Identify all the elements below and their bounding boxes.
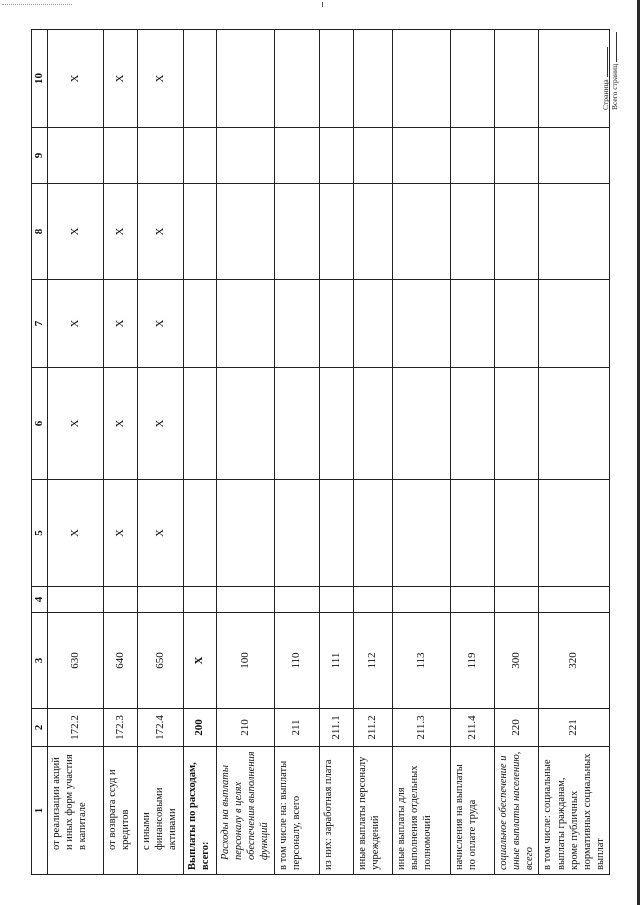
cell-col-6: [539, 368, 610, 480]
row-line-code: 111: [320, 613, 354, 709]
cell-col-6: [217, 368, 275, 480]
cell-col-5: [275, 480, 320, 587]
cell-col-9: [495, 128, 539, 184]
cell-col-10: [539, 30, 610, 128]
cell-col-8: X: [104, 184, 138, 280]
row-name: начисления на выплаты по оплате труда: [451, 747, 495, 875]
cell-col-10: [320, 30, 354, 128]
cell-col-7: X: [138, 280, 184, 368]
cell-col-4: [184, 587, 217, 613]
cell-col-4: [539, 587, 610, 613]
header-col-9: 9: [32, 128, 48, 184]
row-line-code: 110: [275, 613, 320, 709]
cell-col-4: [138, 587, 184, 613]
page-label: Страница: [601, 79, 610, 110]
row-line-code: 119: [451, 613, 495, 709]
cell-col-10: [184, 30, 217, 128]
row-code: 211: [275, 709, 320, 747]
cell-col-7: [275, 280, 320, 368]
cell-col-5: [495, 480, 539, 587]
cell-col-6: X: [104, 368, 138, 480]
table-row: [184, 30, 217, 875]
row-code: 211.3: [393, 709, 451, 747]
header-col-6: 6: [32, 368, 48, 480]
cell-col-6: [354, 368, 393, 480]
cell-col-7: [393, 280, 451, 368]
table-row: [138, 30, 184, 875]
header-col-5: 5: [32, 480, 48, 587]
header-col-8: 8: [32, 184, 48, 280]
cell-col-4: [495, 587, 539, 613]
cell-col-7: [184, 280, 217, 368]
cell-col-4: [320, 587, 354, 613]
row-name: социальное обеспечение и иные выплаты населению, всего: [495, 747, 539, 875]
cell-col-10: X: [138, 30, 184, 128]
cell-col-8: [539, 184, 610, 280]
cell-col-5: [184, 480, 217, 587]
cell-col-4: [354, 587, 393, 613]
scan-artifact-tick: [322, 2, 323, 7]
row-line-code: 112: [354, 613, 393, 709]
row-code: 221: [539, 709, 610, 747]
cell-col-9: [354, 128, 393, 184]
cell-col-5: [539, 480, 610, 587]
cell-col-10: [354, 30, 393, 128]
cell-col-6: [393, 368, 451, 480]
cell-col-9: [138, 128, 184, 184]
row-name: с иными финансовыми активами: [138, 747, 184, 875]
cell-col-8: [275, 184, 320, 280]
cell-col-5: X: [48, 480, 104, 587]
page-number-line: [601, 10, 610, 110]
cell-col-6: X: [138, 368, 184, 480]
cell-col-5: [320, 480, 354, 587]
cell-col-7: [539, 280, 610, 368]
row-name: в том числе на: выплаты персоналу, всего: [275, 747, 320, 875]
cell-col-10: [275, 30, 320, 128]
row-code: 200: [184, 709, 217, 747]
cell-col-8: [451, 184, 495, 280]
total-pages-label: Всего страниц: [610, 63, 619, 110]
cell-col-7: X: [48, 280, 104, 368]
table-row: [393, 30, 451, 875]
row-line-code: 100: [217, 613, 275, 709]
row-name: Выплаты по расходам, всего:: [184, 747, 217, 875]
table-row: [495, 30, 539, 875]
cell-col-8: [320, 184, 354, 280]
row-code: 172.2: [48, 709, 104, 747]
cell-col-7: [495, 280, 539, 368]
cell-col-8: X: [48, 184, 104, 280]
table-row: [451, 30, 495, 875]
cell-col-4: [104, 587, 138, 613]
row-line-code: 320: [539, 613, 610, 709]
row-code: 211.2: [354, 709, 393, 747]
cell-col-10: [393, 30, 451, 128]
row-line-code: 630: [48, 613, 104, 709]
cell-col-5: [393, 480, 451, 587]
header-col-10: 10: [32, 30, 48, 128]
cell-col-7: [451, 280, 495, 368]
header-col-2: 2: [32, 709, 48, 747]
cell-col-8: [393, 184, 451, 280]
cell-col-9: [320, 128, 354, 184]
cell-col-4: [275, 587, 320, 613]
cell-col-4: [451, 587, 495, 613]
cell-col-9: [275, 128, 320, 184]
cell-col-8: [495, 184, 539, 280]
cell-col-6: [320, 368, 354, 480]
cell-col-9: [48, 128, 104, 184]
row-name: иные выплаты для выполнения отдельных полномочий: [393, 747, 451, 875]
cell-col-6: [495, 368, 539, 480]
row-line-code: 113: [393, 613, 451, 709]
row-name: от реализации акций и иных форм участия в капитале: [48, 747, 104, 875]
financial-table: [31, 29, 610, 875]
cell-col-6: X: [48, 368, 104, 480]
cell-col-7: [354, 280, 393, 368]
header-col-3: 3: [32, 613, 48, 709]
table-row: [354, 30, 393, 875]
header-row: [32, 30, 48, 875]
cell-col-8: [217, 184, 275, 280]
table-row: [275, 30, 320, 875]
cell-col-9: [184, 128, 217, 184]
row-code: 172.4: [138, 709, 184, 747]
header-col-7: 7: [32, 280, 48, 368]
row-line-code: 300: [495, 613, 539, 709]
scan-artifact-top: [2, 4, 72, 8]
table-row: [217, 30, 275, 875]
table-row: [48, 30, 104, 875]
row-code: 172.3: [104, 709, 138, 747]
cell-col-7: [217, 280, 275, 368]
header-col-1: 1: [32, 747, 48, 875]
cell-col-6: [184, 368, 217, 480]
row-name: иные выплаты персоналу учреждений: [354, 747, 393, 875]
cell-col-6: [451, 368, 495, 480]
row-name: из них: заработная плата: [320, 747, 354, 875]
row-code: 211.1: [320, 709, 354, 747]
header-col-4: 4: [32, 587, 48, 613]
cell-col-10: X: [104, 30, 138, 128]
row-line-code: X: [184, 613, 217, 709]
cell-col-4: [393, 587, 451, 613]
cell-col-7: [320, 280, 354, 368]
table-row: [320, 30, 354, 875]
row-name: от возврата ссуд и кредитов: [104, 747, 138, 875]
row-line-code: 640: [104, 613, 138, 709]
cell-col-10: [217, 30, 275, 128]
cell-col-10: [451, 30, 495, 128]
page-footer: [601, 10, 617, 110]
row-name: Расходы на выплаты персоналу в целях обеспечения выполнения функций: [217, 747, 275, 875]
cell-col-8: X: [138, 184, 184, 280]
cell-col-10: X: [48, 30, 104, 128]
cell-col-9: [539, 128, 610, 184]
cell-col-8: [354, 184, 393, 280]
row-code: 211.4: [451, 709, 495, 747]
table-row: [104, 30, 138, 875]
cell-col-7: X: [104, 280, 138, 368]
row-line-code: 650: [138, 613, 184, 709]
row-name: в том числе: социальные выплаты гражданам, кроме публичных нормативных социальных выплат: [539, 747, 610, 875]
cell-col-4: [48, 587, 104, 613]
cell-col-5: X: [104, 480, 138, 587]
cell-col-4: [217, 587, 275, 613]
total-pages-line: [610, 10, 619, 110]
cell-col-9: [393, 128, 451, 184]
cell-col-9: [104, 128, 138, 184]
cell-col-5: [451, 480, 495, 587]
row-code: 210: [217, 709, 275, 747]
cell-col-8: [184, 184, 217, 280]
cell-col-9: [451, 128, 495, 184]
cell-col-5: X: [138, 480, 184, 587]
cell-col-5: [217, 480, 275, 587]
cell-col-9: [217, 128, 275, 184]
row-code: 220: [495, 709, 539, 747]
cell-col-5: [354, 480, 393, 587]
cell-col-6: [275, 368, 320, 480]
table-row: [539, 30, 610, 875]
cell-col-10: [495, 30, 539, 128]
